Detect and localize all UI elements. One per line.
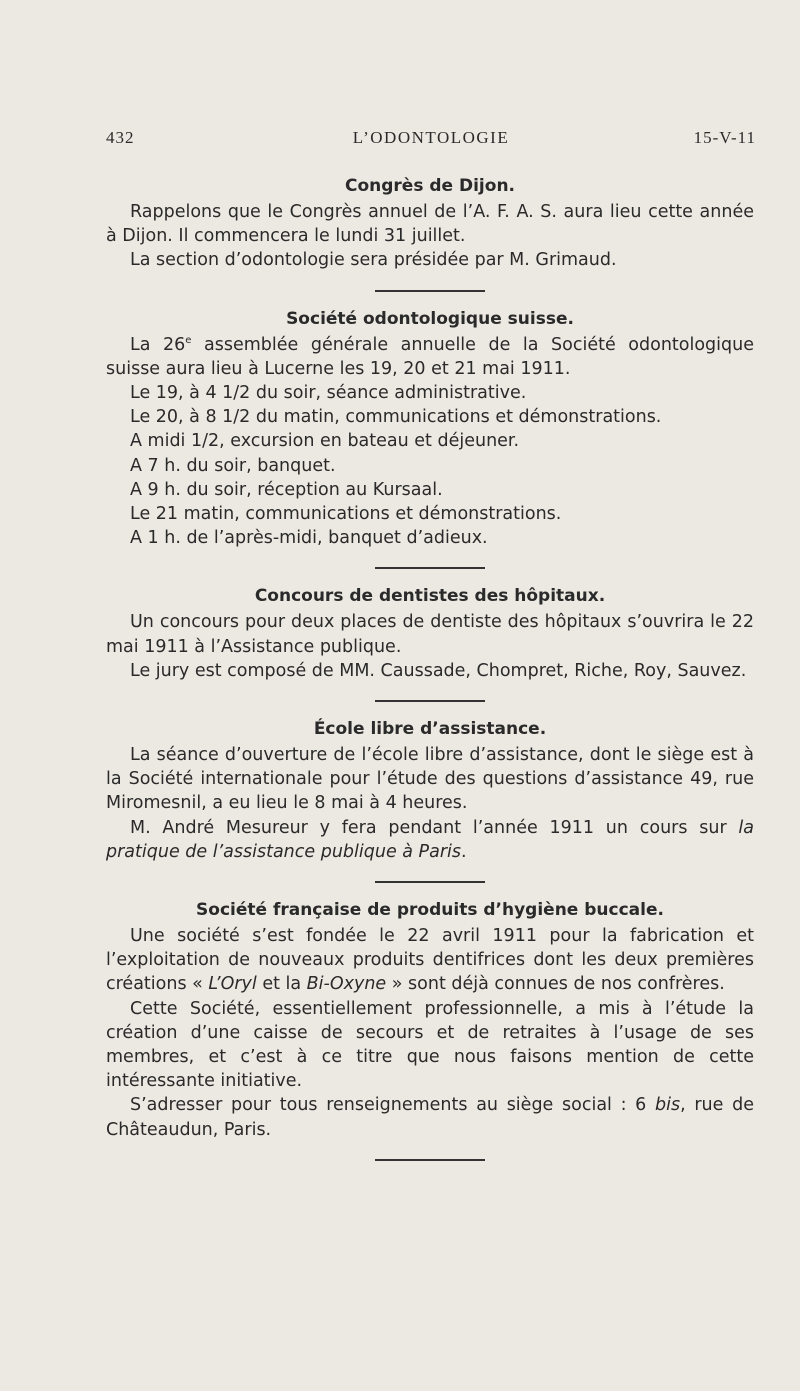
paragraph: Cette Société, essentiellement professionnelle, a mis à l’étude la création d’une caisse de secours et de retraites à l’usage de ses membres, et c’est à ce titre que nous faisons mention de cette intéressante initiative. (106, 998, 754, 1092)
section-hygiene-buccale (106, 896, 754, 1142)
paragraph: Le jury est composé de MM. Caussade, Chompret, Riche, Roy, Sauvez. (130, 660, 747, 681)
running-header (106, 128, 756, 154)
section-divider (375, 290, 485, 292)
section-congres-dijon (106, 172, 754, 273)
paragraph: A 1 h. de l’après-midi, banquet d’adieux. (130, 528, 488, 549)
section-concours-dentistes (106, 582, 754, 683)
page-number: 432 (106, 128, 135, 147)
section-title: Congrès de Dijon. (345, 176, 515, 196)
paragraph: Le 19, à 4 1/2 du soir, séance administrative. (130, 383, 527, 404)
issue-date: 15-V-11 (693, 128, 756, 147)
paragraph: La séance d’ouverture de l’école libre d’assistance, dont le siège est à la Société internationale pour l’étude des questions d’assistance 49, rue Miromesnil, a eu lieu le 8 mai à 4 heures. (106, 745, 754, 814)
paragraph: A 7 h. du soir, banquet. (130, 455, 336, 476)
paragraph: A 9 h. du soir, réception au Kursaal. (130, 479, 443, 500)
section-divider (375, 567, 485, 569)
section-divider (375, 881, 485, 883)
italic-text: bis (655, 1095, 681, 1116)
paragraph: Un concours pour deux places de dentiste des hôpitaux s’ouvrira le 22 mai 1911 à l’Assistance publique. (106, 612, 754, 657)
italic-text: la pratique de l’assistance publique à Paris (106, 817, 754, 862)
italic-text: Bi-Oxyne (306, 974, 387, 995)
paragraph: Une société s’est fondée le 22 avril 1911 pour la fabrication et l’exploitation de nouveaux produits dentifrices dont les deux premières créations « L’Oryl et la Bi-Oxyne » sont déjà connues de nos confrères. (106, 926, 754, 995)
section-ecole-assistance (106, 715, 754, 864)
paragraph: S’adresser pour tous renseignements au siège social : 6 bis, rue de Châteaudun, Paris. (106, 1095, 754, 1140)
section-societe-suisse (106, 305, 754, 551)
paragraph: La 26e assemblée générale annuelle de la Société odontologique suisse aura lieu à Lucerne les 19, 20 et 21 mai 1911. (106, 334, 754, 379)
section-divider (375, 700, 485, 702)
section-title: École libre d’assistance. (313, 719, 547, 740)
section-title: Société odontologique suisse. (286, 308, 574, 329)
paragraph: Rappelons que le Congrès annuel de l’A. F. A. S. aura lieu cette année à Dijon. Il commencera le lundi 31 juillet. (106, 202, 754, 247)
paragraph: M. André Mesureur y fera pendant l’année 1911 un cours sur la pratique de l’assistance publique à Paris. (106, 817, 754, 862)
paragraph: Le 20, à 8 1/2 du matin, communications et démonstrations. (130, 407, 662, 428)
article-body (106, 172, 754, 1174)
section-title: Concours de dentistes des hôpitaux. (254, 586, 606, 607)
running-title: L’ODONTOLOGIE (352, 128, 510, 147)
superscript: e (185, 334, 192, 346)
section-title: Société française de produits d’hygiène buccale. (196, 900, 664, 921)
section-divider (375, 1159, 485, 1161)
italic-text: L’Oryl (208, 974, 257, 995)
paragraph: La section d’odontologie sera présidée par M. Grimaud. (130, 250, 617, 271)
paragraph: Le 21 matin, communications et démonstrations. (130, 504, 562, 525)
paragraph: A midi 1/2, excursion en bateau et déjeuner. (130, 431, 520, 452)
